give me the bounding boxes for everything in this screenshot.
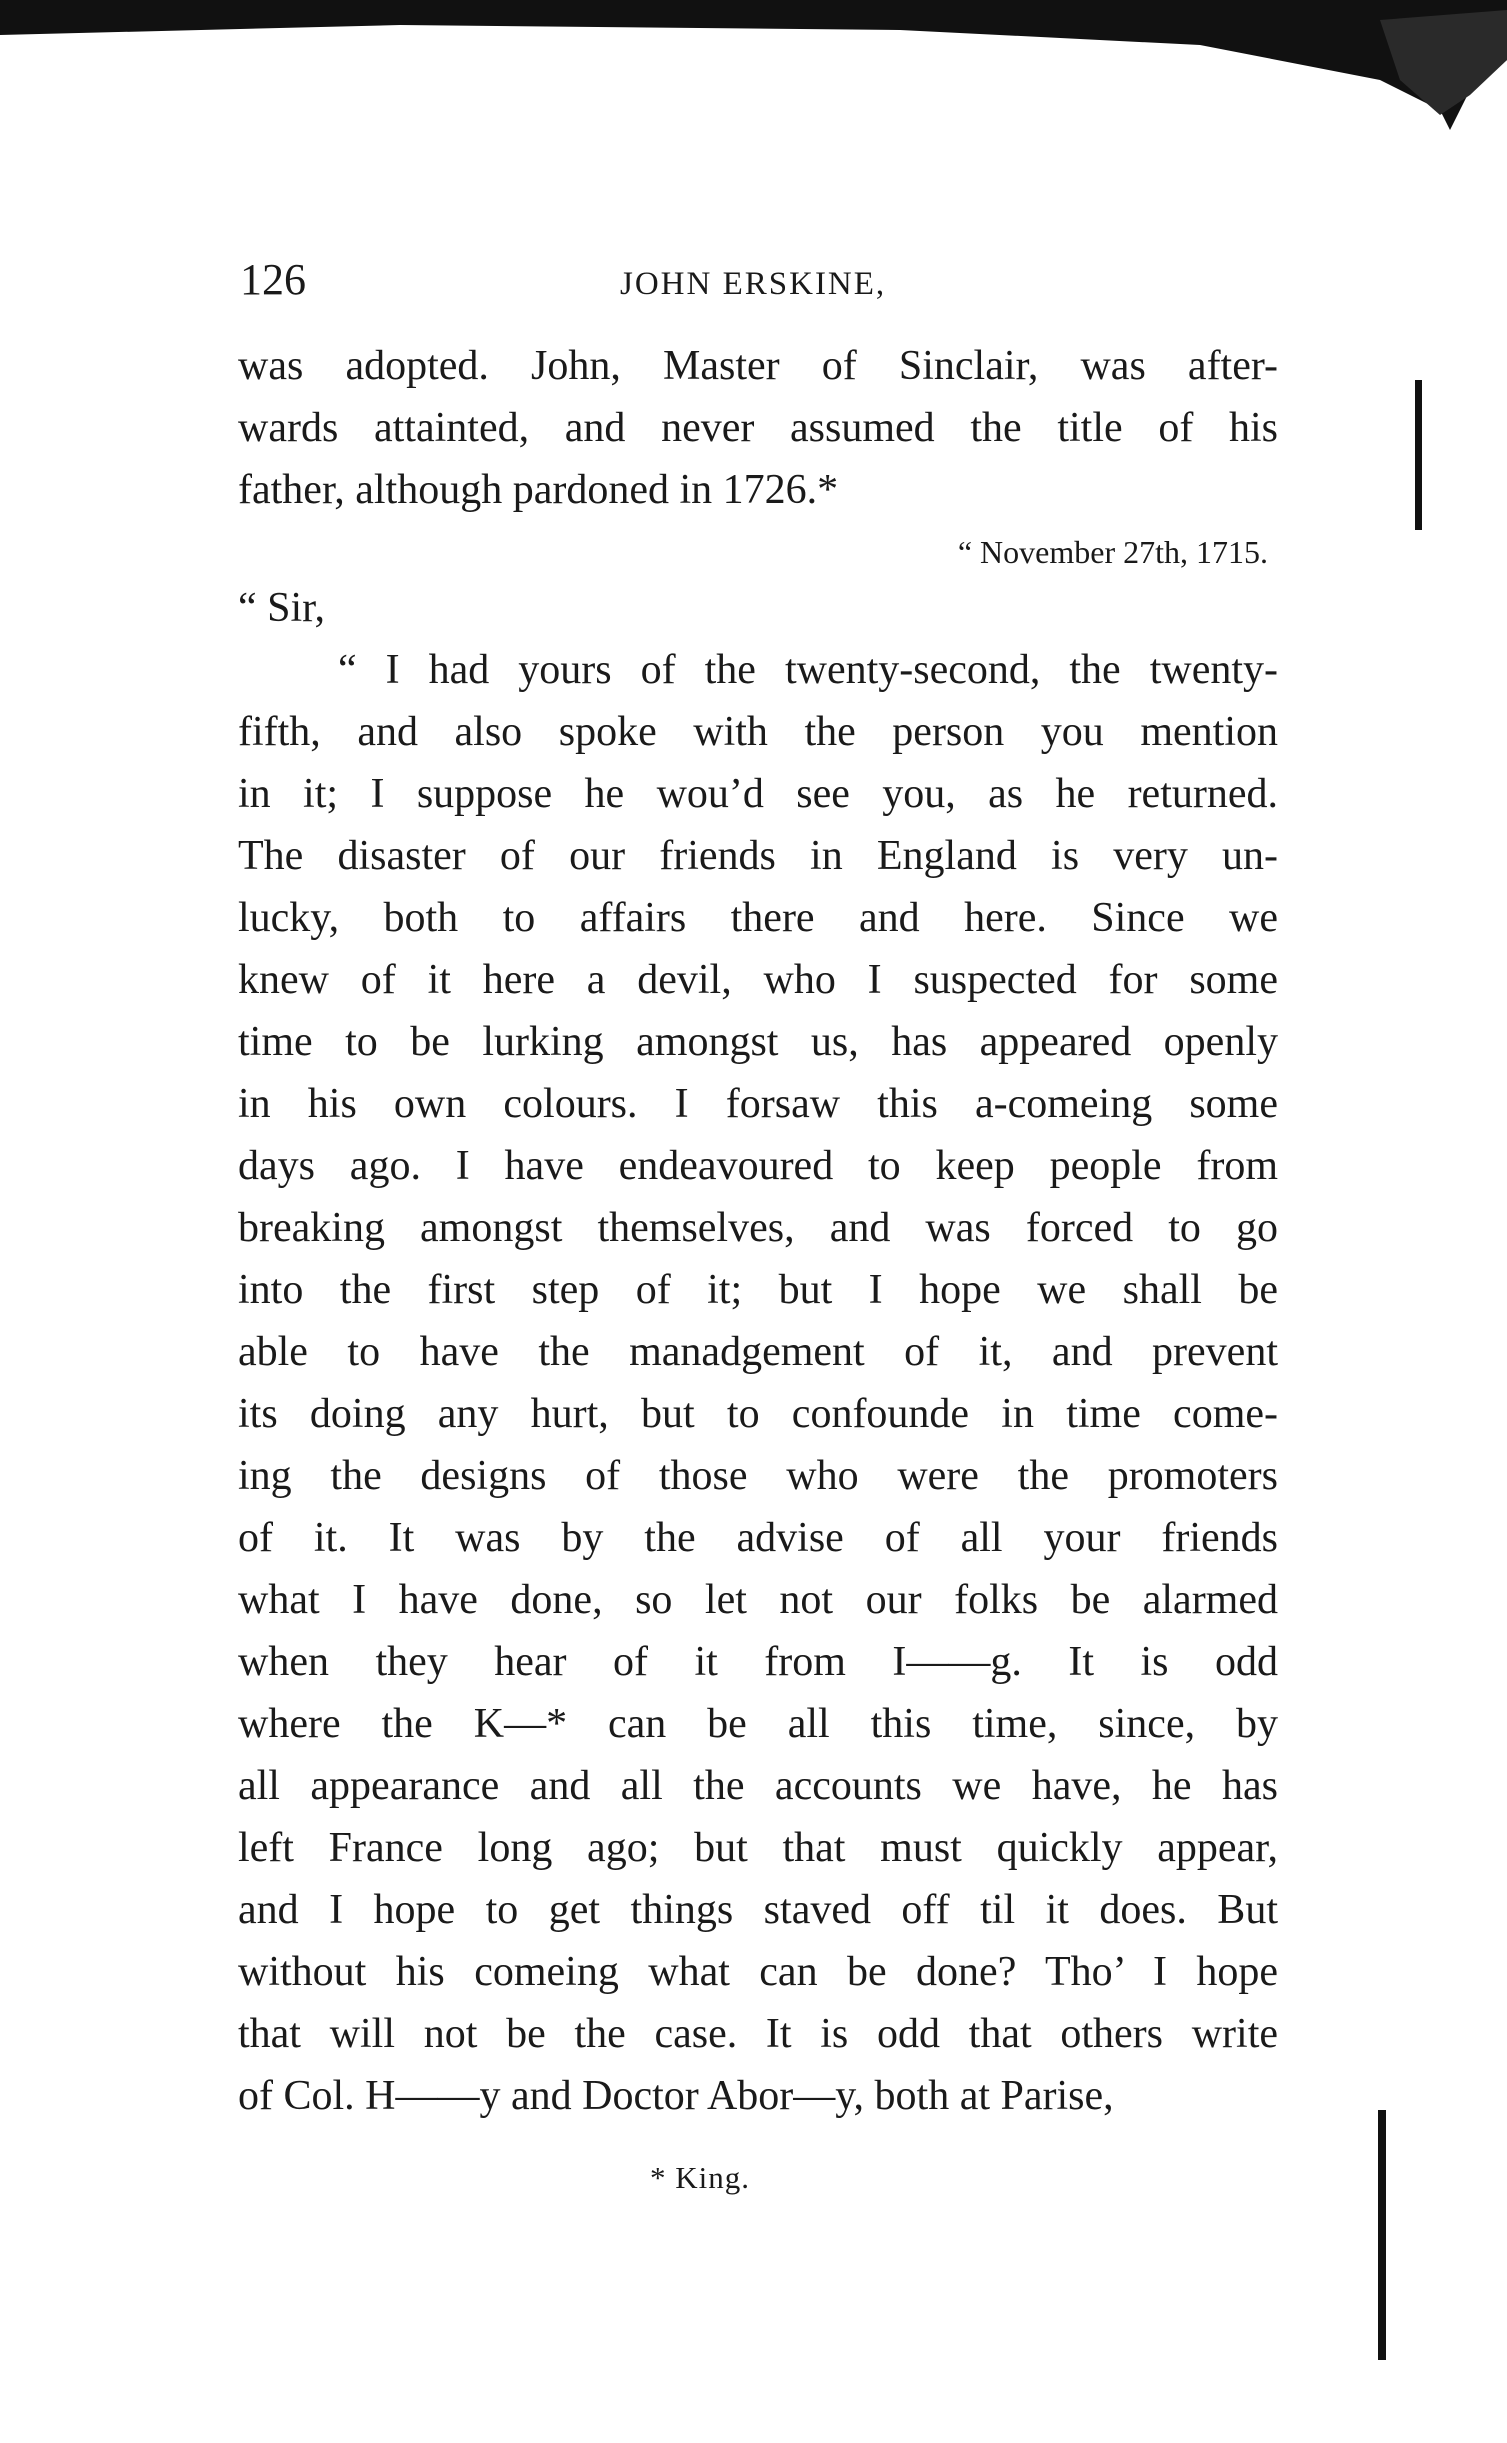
page-number: 126	[240, 255, 306, 304]
text-line: that will not be the case. It is odd that others write	[238, 2011, 1278, 2057]
margin-mark-bottom	[1378, 2110, 1386, 2360]
letter-salutation: “ Sir,	[238, 585, 325, 631]
text-line: fifth, and also spoke with the person you mention	[238, 709, 1278, 755]
text-line: knew of it here a devil, who I suspected for some	[238, 957, 1278, 1003]
text-line: all appearance and all the accounts we have, he has	[238, 1763, 1278, 1809]
text-line: father, although pardoned in 1726.*	[238, 467, 839, 513]
margin-mark-top	[1415, 380, 1422, 530]
text-line: The disaster of our friends in England is very un-	[238, 833, 1278, 879]
text-line: able to have the manadgement of it, and prevent	[238, 1329, 1278, 1375]
text-line: its doing any hurt, but to confounde in time come-	[238, 1391, 1278, 1437]
text-line: lucky, both to affairs there and here. Since we	[238, 895, 1278, 941]
text-line: into the first step of it; but I hope we shall be	[238, 1267, 1278, 1313]
text-line: when they hear of it from I——g. It is odd	[238, 1639, 1278, 1685]
text-line: of it. It was by the advise of all your friends	[238, 1515, 1278, 1561]
running-head: JOHN ERSKINE,	[620, 266, 887, 302]
body-text	[238, 335, 1278, 2127]
text-line: and I hope to get things staved off til it does. But	[238, 1887, 1278, 1933]
text-line: breaking amongst themselves, and was forced to go	[238, 1205, 1278, 1251]
text-line: where the K—* can be all this time, since, by	[238, 1701, 1278, 1747]
text-line: left France long ago; but that must quickly appear,	[238, 1825, 1278, 1871]
text-line: ing the designs of those who were the promoters	[238, 1453, 1278, 1499]
page-top-edge-shadow	[0, 0, 1507, 150]
text-line: in his own colours. I forsaw this a-comeing some	[238, 1081, 1278, 1127]
page-header	[240, 250, 1270, 310]
text-line: in it; I suppose he wou’d see you, as he returned.	[238, 771, 1278, 817]
footnote: * King.	[650, 2160, 750, 2195]
letter-dateline: “ November 27th, 1715.	[957, 534, 1268, 570]
text-line: was adopted. John, Master of Sinclair, was after-	[238, 343, 1278, 389]
text-line: of Col. H——y and Doctor Abor—y, both at Parise,	[238, 2073, 1114, 2119]
text-line: “ I had yours of the twenty-second, the twenty-	[338, 647, 1278, 693]
text-line: time to be lurking amongst us, has appeared openly	[238, 1019, 1278, 1065]
text-line: without his comeing what can be done? Tho’ I hope	[238, 1949, 1278, 1995]
text-line: days ago. I have endeavoured to keep people from	[238, 1143, 1278, 1189]
text-line: what I have done, so let not our folks be alarmed	[238, 1577, 1278, 1623]
text-line: wards attainted, and never assumed the title of his	[238, 405, 1278, 451]
